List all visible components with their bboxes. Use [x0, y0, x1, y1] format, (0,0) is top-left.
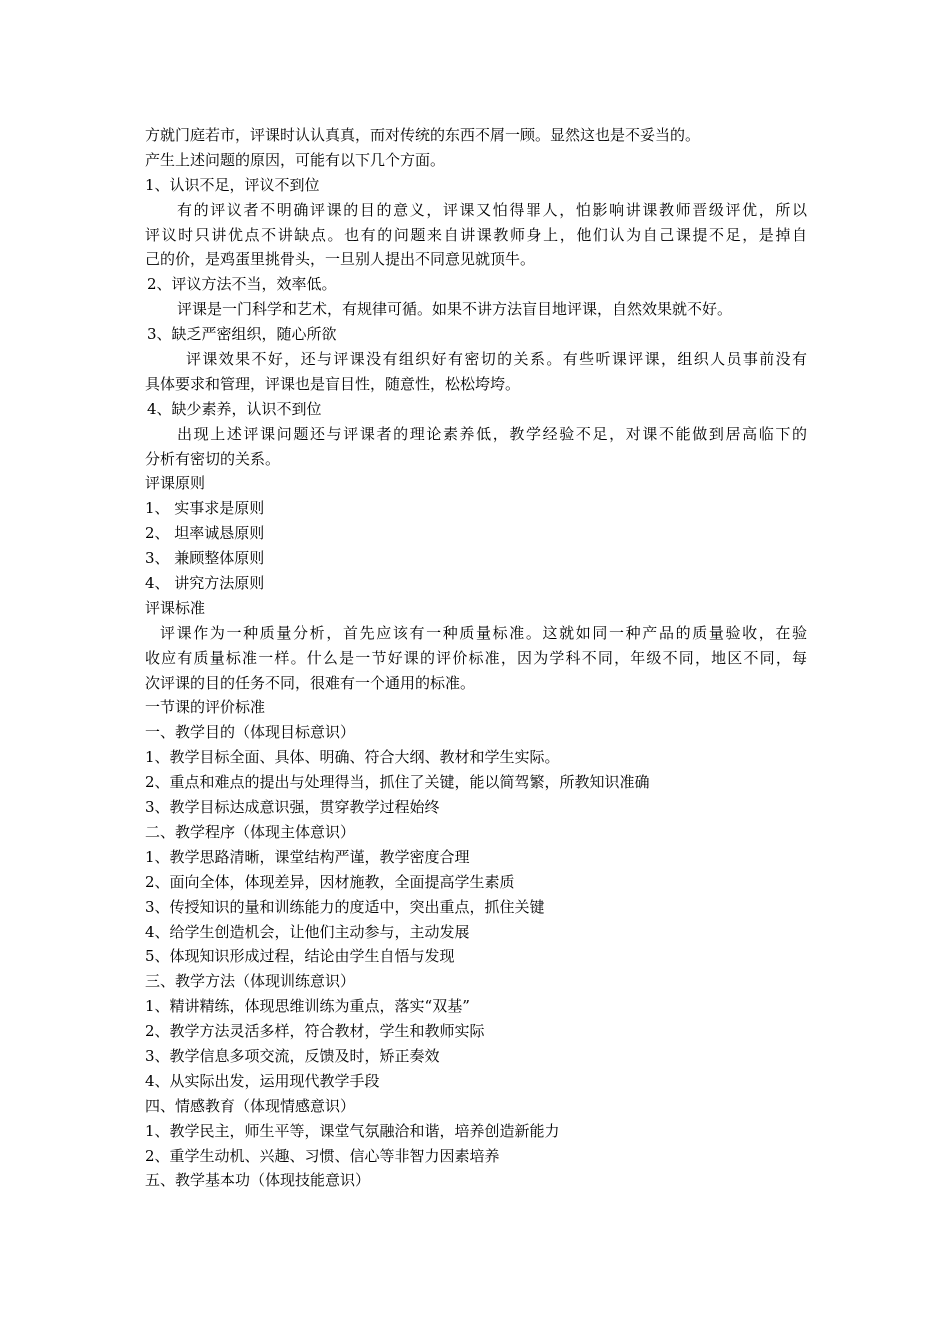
paragraph-line: 分析有密切的关系。	[145, 449, 281, 468]
section-heading: 四、情感教育（体现情感意识）	[145, 1096, 356, 1115]
paragraph-line: 次评课的目的任务不同，很难有一个通用的标准。	[145, 673, 476, 692]
text-line: 产生上述问题的原因，可能有以下几个方面。	[145, 150, 446, 169]
list-item: 4、 讲究方法原则	[145, 574, 265, 593]
section-title: 一节课的评价标准	[145, 698, 266, 717]
list-item: 2、教学方法灵活多样，符合教材，学生和教师实际	[145, 1022, 485, 1041]
paragraph-line: 评议时只讲优点不讲缺点。也有的问题来自讲课教师身上，他们认为自己课提不足，是掉自	[145, 225, 807, 244]
list-item: 4、从实际出发，运用现代教学手段	[145, 1071, 380, 1090]
list-item: 2、 坦率诚恳原则	[145, 524, 265, 543]
list-item: 2、面向全体，体现差异，因材施教，全面提高学生素质	[145, 872, 515, 891]
section-heading: 二、教学程序（体现主体意识）	[145, 822, 356, 841]
list-item: 3、 兼顾整体原则	[145, 549, 265, 568]
list-item: 5、体现知识形成过程，结论由学生自悟与发现	[145, 947, 455, 966]
section-heading: 1、认识不足，评议不到位	[145, 175, 320, 194]
list-item: 1、 实事求是原则	[145, 499, 265, 518]
paragraph-line: 评课作为一种质量分析，首先应该有一种质量标准。这就如同一种产品的质量验收，在验	[160, 623, 807, 642]
text-line: 方就门庭若市，评课时认认真真，而对传统的东西不屑一顾。显然这也是不妥当的。	[145, 126, 701, 144]
list-item: 1、教学目标全面、具体、明确、符合大纲、教材和学生实际。	[145, 748, 560, 767]
paragraph-line: 有的评议者不明确评课的目的意义，评课又怕得罪人，怕影响讲课教师晋级评优，所以	[177, 200, 807, 219]
list-item: 2、重点和难点的提出与处理得当，抓住了关键，能以简驾繁，所教知识准确	[145, 773, 650, 792]
paragraph-line: 评课效果不好，还与评课没有组织好有密切的关系。有些听课评课，组织人员事前没有	[186, 350, 807, 369]
paragraph-line: 出现上述评课问题还与评课者的理论素养低，教学经验不足，对课不能做到居高临下的	[177, 424, 807, 443]
section-title: 评课原则	[145, 474, 206, 493]
list-item: 2、重学生动机、兴趣、习惯、信心等非智力因素培养	[145, 1146, 500, 1165]
paragraph-line: 评课是一门科学和艺术，有规律可循。如果不讲方法盲目地评课，自然效果就不好。	[177, 300, 733, 319]
paragraph-line: 具体要求和管理，评课也是盲目性，随意性，松松垮垮。	[145, 374, 521, 393]
section-heading: 2、评议方法不当，效率低。	[147, 275, 337, 294]
list-item: 3、传授知识的量和训练能力的度适中，突出重点，抓住关键	[145, 897, 545, 916]
section-heading: 3、缺乏严密组织，随心所欲	[147, 325, 337, 344]
list-item: 1、教学民主，师生平等，课堂气氛融洽和谐，培养创造新能力	[145, 1121, 560, 1140]
list-item: 1、教学思路清晰，课堂结构严谨，教学密度合理	[145, 847, 470, 866]
section-heading: 三、教学方法（体现训练意识）	[145, 972, 356, 991]
paragraph-line: 收应有质量标准一样。什么是一节好课的评价标准，因为学科不同，年级不同，地区不同，每	[145, 648, 807, 667]
section-heading: 五、教学基本功（体现技能意识）	[145, 1171, 371, 1190]
section-heading: 4、缺少素养，认识不到位	[147, 399, 322, 418]
document-body	[0, 123, 950, 1193]
section-title: 评课标准	[145, 598, 206, 617]
list-item: 1、精讲精练，体现思维训练为重点，落实“双基”	[145, 997, 470, 1016]
section-heading: 一、教学目的（体现目标意识）	[145, 723, 356, 742]
list-item: 4、给学生创造机会，让他们主动参与，主动发展	[145, 922, 470, 941]
list-item: 3、教学信息多项交流，反馈及时，矫正奏效	[145, 1046, 440, 1065]
paragraph-line: 己的价，是鸡蛋里挑骨头，一旦别人提出不同意见就顶牛。	[145, 250, 536, 269]
list-item: 3、教学目标达成意识强，贯穿教学过程始终	[145, 798, 440, 817]
